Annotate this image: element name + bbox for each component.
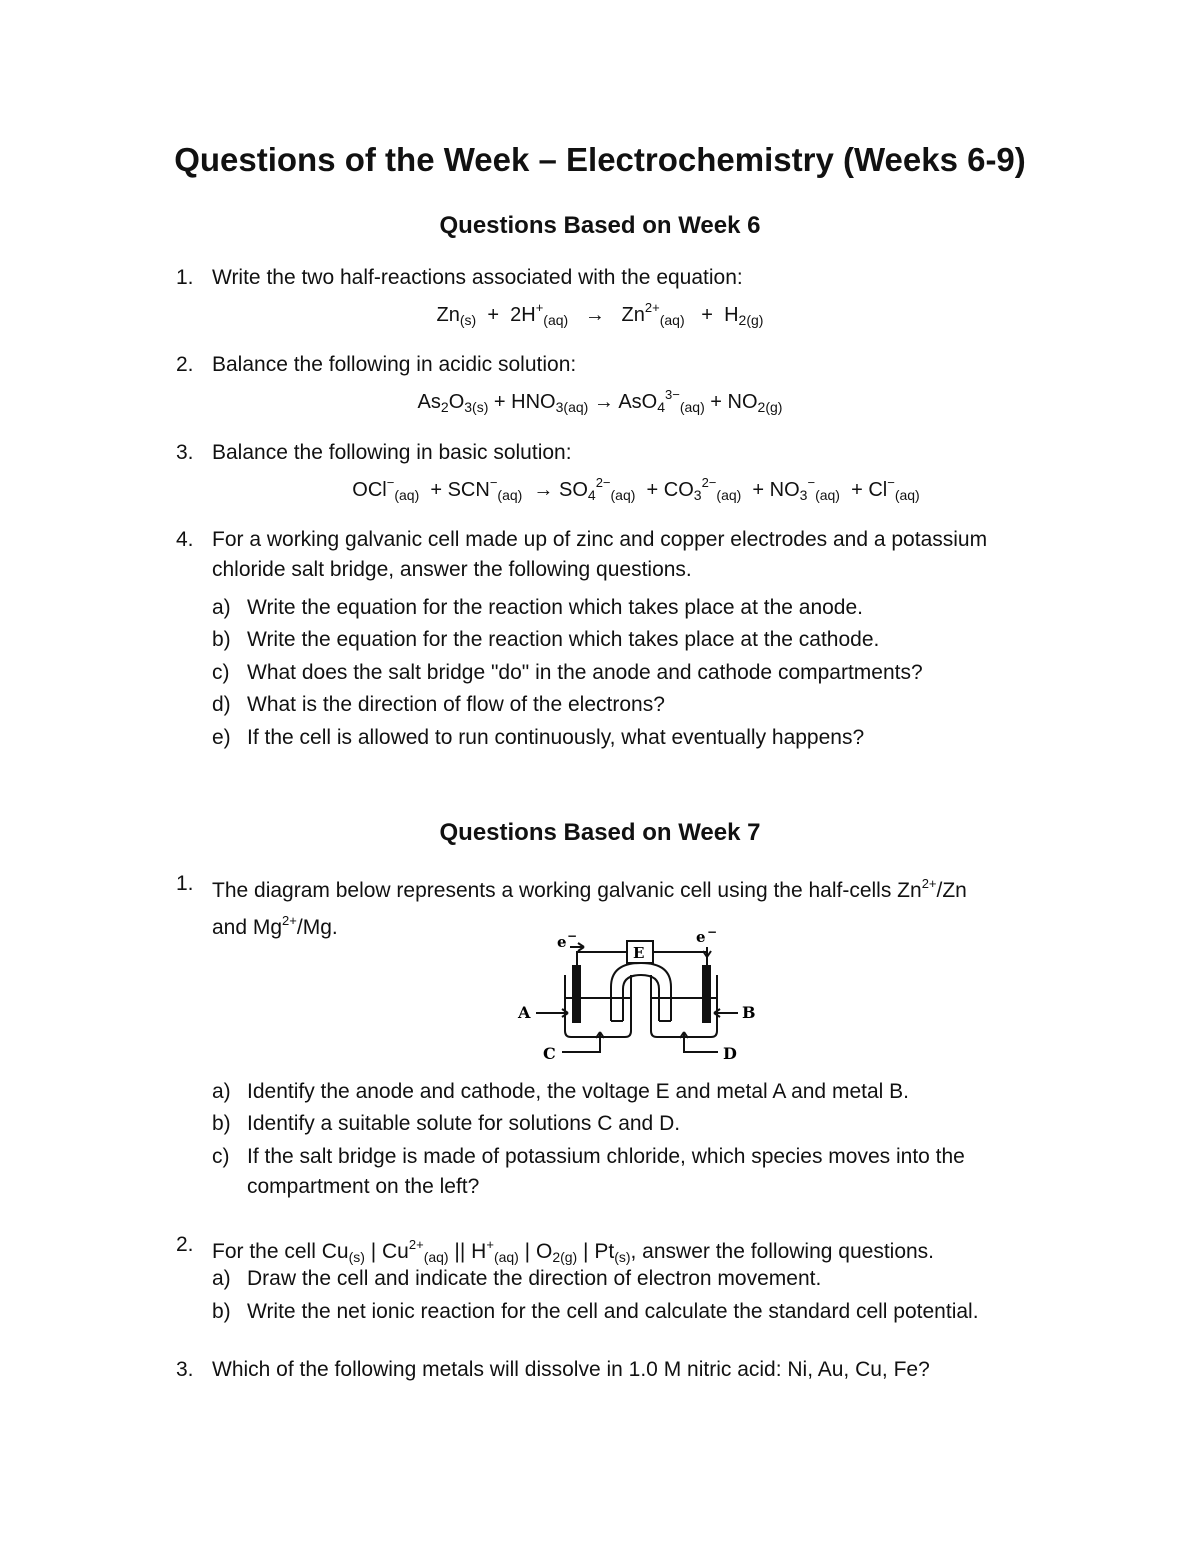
electron-minus-left: − bbox=[567, 929, 578, 943]
part-text: What does the salt bridge "do" in the anode and cathode compartments? bbox=[247, 661, 923, 684]
part-text: Identify a suitable solute for solutions C and D. bbox=[247, 1112, 681, 1135]
question-text bbox=[212, 525, 1072, 585]
salt-bridge-outer bbox=[611, 963, 671, 1021]
question-text: Which of the following metals will dissolve in 1.0 M nitric acid: Ni, Au, Cu, Fe? bbox=[212, 1358, 930, 1381]
part-letter: b) bbox=[212, 1112, 231, 1135]
label-b: B bbox=[742, 1003, 756, 1022]
part-text: Write the equation for the reaction which takes place at the anode. bbox=[247, 596, 863, 619]
external-wire-right bbox=[653, 952, 707, 965]
question-text: Balance the following in acidic solution: bbox=[212, 353, 577, 376]
part-letter: c) bbox=[212, 661, 230, 684]
question-number: 2. bbox=[176, 1233, 194, 1256]
page-title: Questions of the Week – Electrochemistry (Weeks 6-9) bbox=[174, 141, 1026, 178]
electron-minus-right: − bbox=[707, 925, 718, 939]
part-letter: b) bbox=[212, 1300, 231, 1323]
part-letter: b) bbox=[212, 628, 231, 651]
label-a: A bbox=[518, 1003, 531, 1022]
question-text-line2: and Mg bbox=[212, 916, 283, 939]
external-wire-left bbox=[577, 952, 627, 965]
part-letter: e) bbox=[212, 726, 231, 749]
question-text-line1: For a working galvanic cell made up of zinc and copper electrodes and a potassium bbox=[212, 528, 988, 551]
question-number: 3. bbox=[176, 441, 194, 464]
question-number: 1. bbox=[176, 872, 194, 895]
charge-superscript: 2+ bbox=[921, 876, 937, 891]
part-letter: a) bbox=[212, 1267, 231, 1290]
question-number: 4. bbox=[176, 528, 194, 551]
question-number: 2. bbox=[176, 353, 194, 376]
part-text: What is the direction of flow of the electrons? bbox=[247, 693, 665, 716]
label-c: C bbox=[543, 1044, 556, 1063]
part-letter: a) bbox=[212, 1080, 231, 1103]
part-text: Identify the anode and cathode, the voltage E and metal A and metal B. bbox=[247, 1080, 909, 1103]
charge-superscript: 2+ bbox=[282, 913, 297, 928]
week6-heading: Questions Based on Week 6 bbox=[439, 212, 761, 239]
week7-heading: Questions Based on Week 7 bbox=[439, 819, 761, 846]
electron-label-left: e bbox=[557, 933, 567, 951]
question-text-line1: The diagram below represents a working galvanic cell using the half-cells Zn bbox=[212, 879, 922, 902]
part-letter: c) bbox=[212, 1145, 230, 1168]
arrow-d bbox=[684, 1032, 718, 1052]
part-text: Draw the cell and indicate the direction of electron movement. bbox=[247, 1267, 822, 1290]
question-text-line1-end: /Zn bbox=[936, 879, 967, 902]
part-text bbox=[247, 1142, 1087, 1202]
question-number: 3. bbox=[176, 1358, 194, 1381]
week6-q2-equation: $As_2O_{3(s)} + HNO_{3(aq)} \to AsO_4^{3-}_{(aq)} + NO_{2(g)}$ bbox=[417, 387, 783, 415]
electrode-b bbox=[702, 965, 711, 1023]
question-number: 1. bbox=[176, 266, 194, 289]
part-letter: a) bbox=[212, 596, 231, 619]
question-text-line2: chloride salt bridge, answer the following questions. bbox=[212, 558, 692, 581]
voltmeter-label: E bbox=[633, 944, 645, 962]
part-text-line2: compartment on the left? bbox=[247, 1175, 480, 1198]
part-text: Write the equation for the reaction which takes place at the cathode. bbox=[247, 628, 880, 651]
question-text: For the cell Cu(s) | $Cu^{2+}(aq)$ || H+(aq) | O2(g) | Pt(s), answer the following questions. bbox=[212, 1237, 935, 1265]
galvanic-cell-diagram bbox=[510, 925, 770, 1065]
week6-q1-equation: $Zn_{(s)} + 2H^+_{(aq)} \to Zn^{2+}_{(aq)} + H_{2(g)}$ bbox=[436, 300, 764, 328]
part-text: Write the net ionic reaction for the cell and calculate the standard cell potential. bbox=[247, 1300, 979, 1323]
question-text-line2-end: /Mg. bbox=[296, 916, 338, 939]
part-letter: d) bbox=[212, 693, 231, 716]
electron-label-right: e bbox=[696, 928, 706, 946]
part-text: If the cell is allowed to run continuously, what eventually happens? bbox=[247, 726, 865, 749]
question-text: Write the two half-reactions associated with the equation: bbox=[212, 266, 743, 289]
part-text-line1: If the salt bridge is made of potassium chloride, which species moves into the bbox=[247, 1145, 965, 1168]
arrow-c bbox=[562, 1032, 600, 1052]
question-text: Balance the following in basic solution: bbox=[212, 441, 572, 464]
week6-q3-equation: $OCl^-_{(aq)} + SCN^-_{(aq)} \to SO_4^{2-}_{(aq)} + CO_3^{2-}_{(aq)} + NO_3^-_{(aq)} + Cl^-_{(aq)}$ bbox=[352, 475, 920, 503]
electrode-a bbox=[572, 965, 581, 1023]
label-d: D bbox=[723, 1044, 737, 1063]
